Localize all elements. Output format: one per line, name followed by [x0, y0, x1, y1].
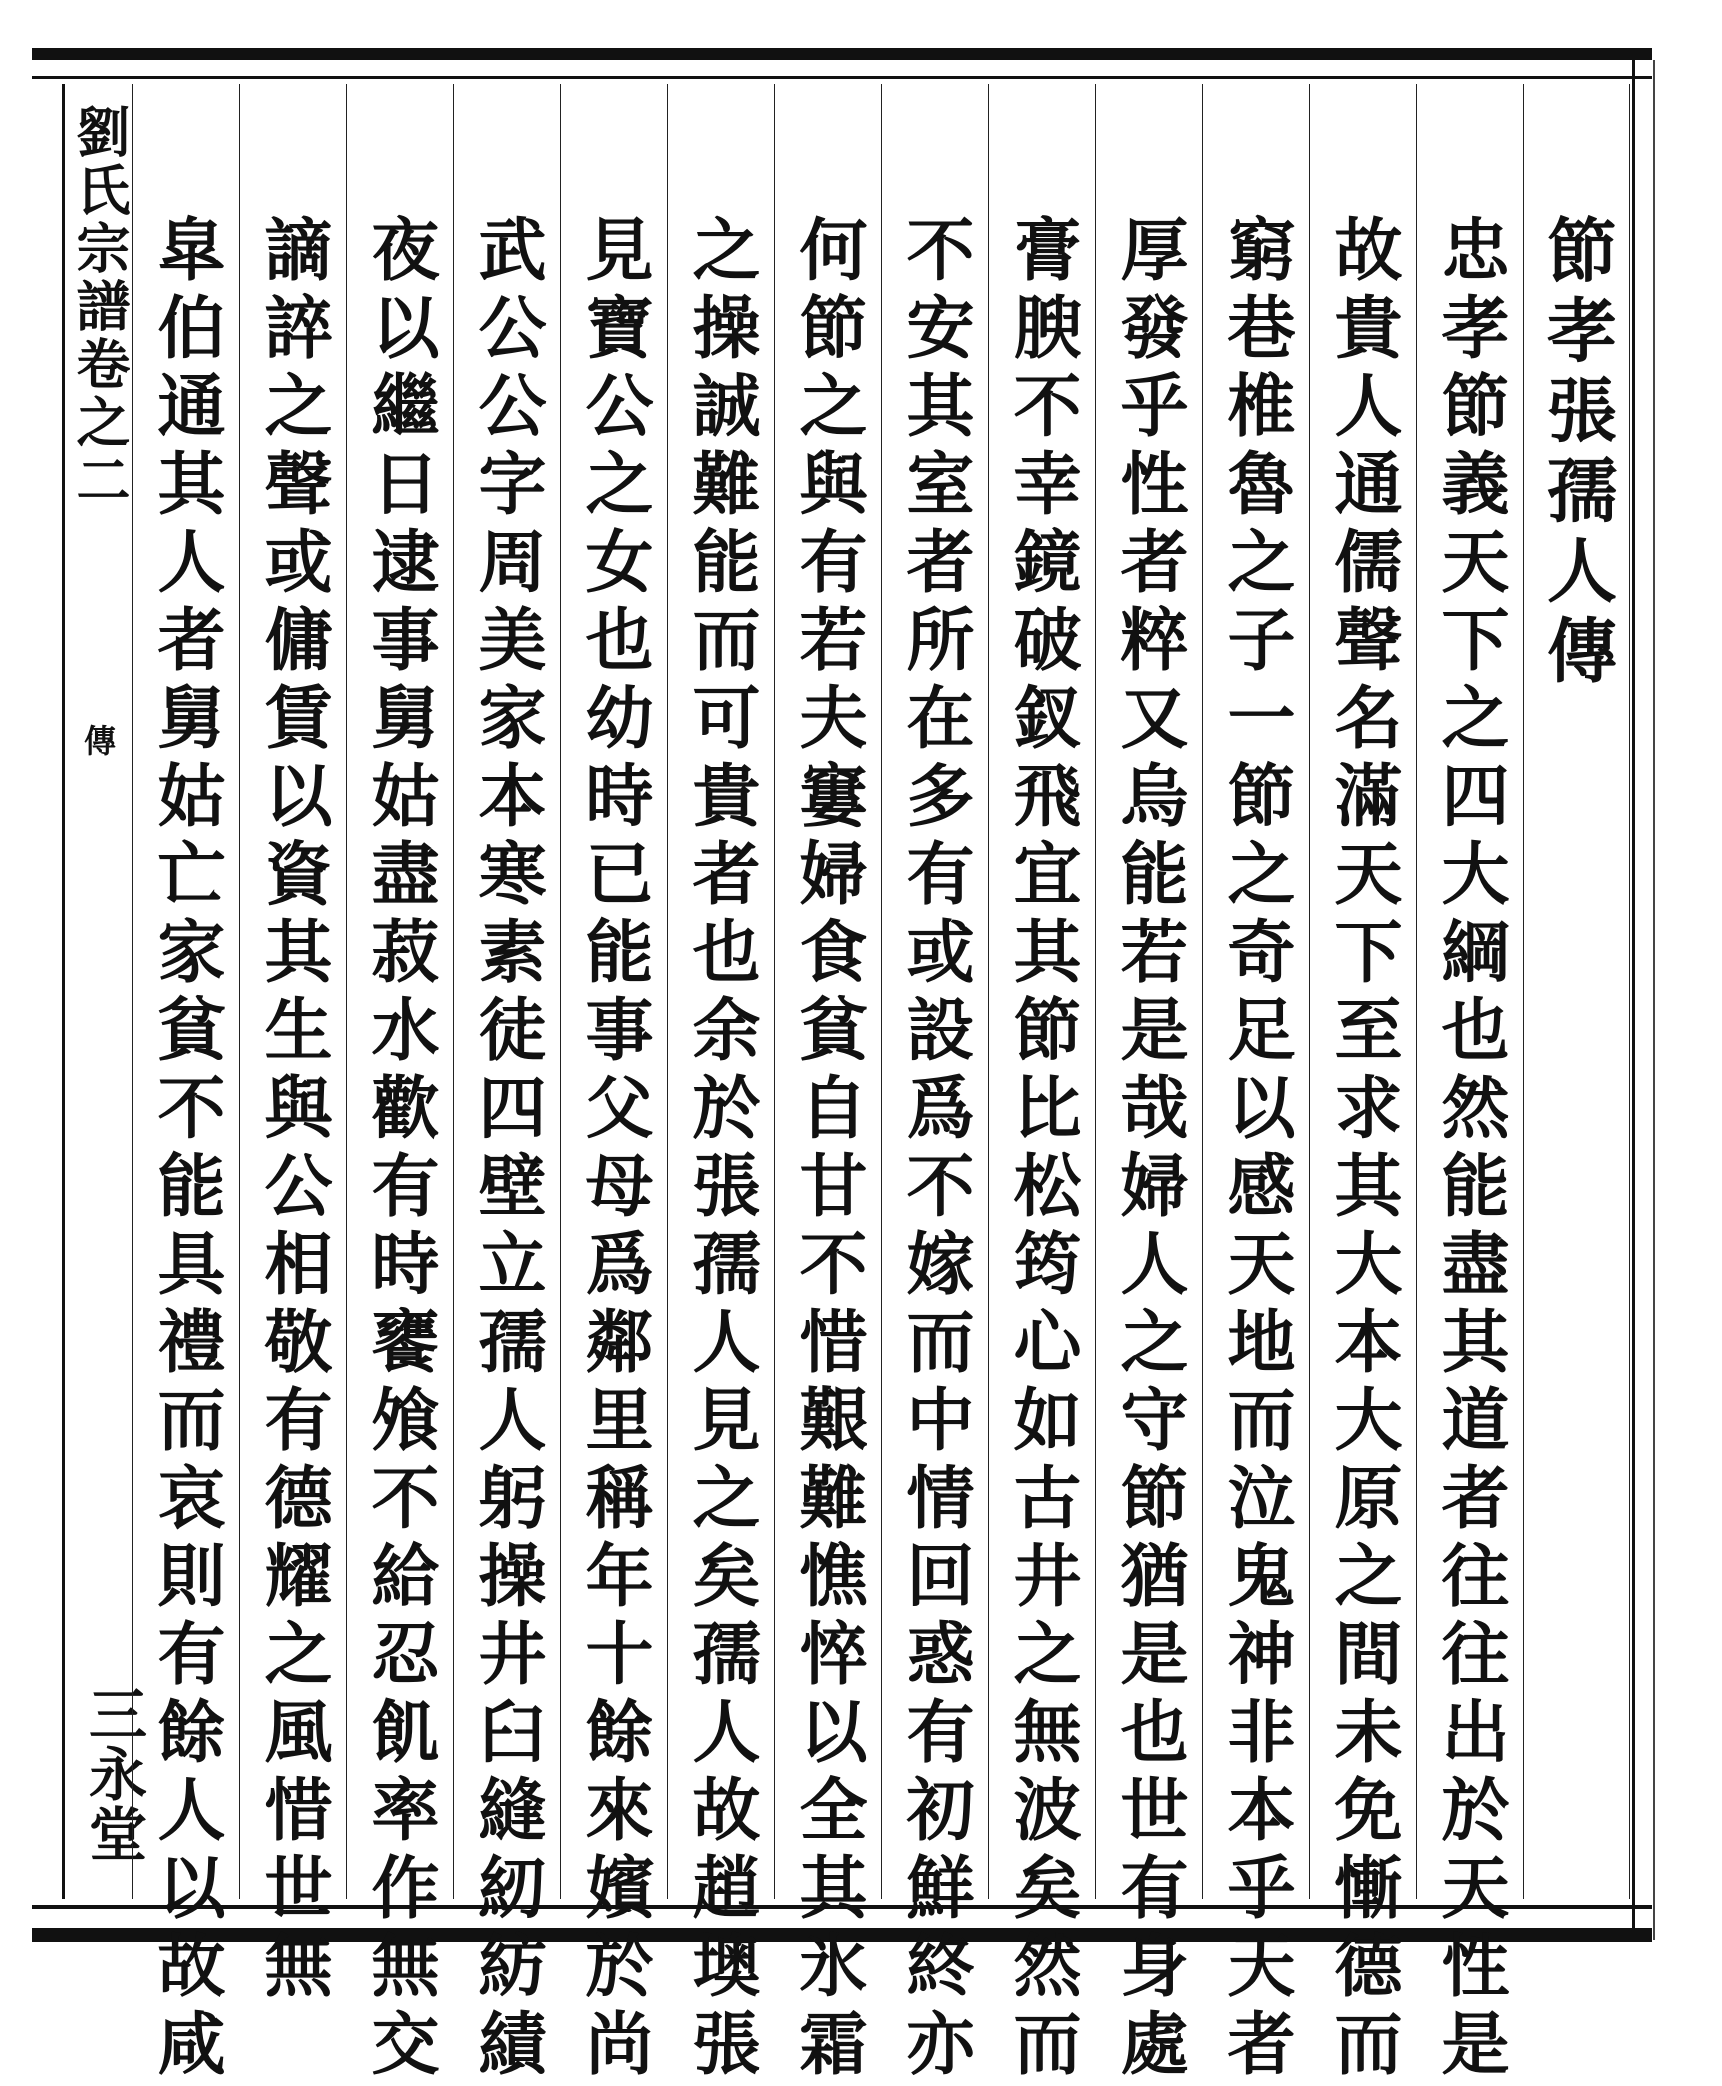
column-text: 節孝張孺人傳 — [1535, 214, 1619, 694]
column-text: 見寶公之女也幼時已能事父母爲鄰里稱年十餘來嬪於尚 — [574, 214, 654, 2086]
section-label: 傳 — [79, 724, 117, 756]
text-column — [881, 84, 988, 2086]
text-column — [1095, 84, 1202, 2086]
column-text: 謫誶之聲或傭賃以資其生與公相敬有德耀之風惜世無 — [253, 214, 333, 2008]
text-column — [667, 84, 774, 2086]
column-text: 忠孝節義天下之四大綱也然能盡其道者往往出於天性是 — [1430, 214, 1510, 2086]
column-text: 故貴人通儒聲名滿天下至求其大本大原之間未免慚德而 — [1323, 214, 1403, 2086]
column-text: 皐伯通其人者舅姑亡家貧不能具禮而哀則有餘人以故咸 — [146, 214, 226, 2086]
text-column — [1309, 84, 1416, 2086]
column-text: 膏腴不幸鏡破釵飛宜其節比松筠心如古井之無波矣然而 — [1002, 214, 1082, 2086]
text-column — [560, 84, 667, 2086]
column-text: 不安其室者所在多有或設爲不嫁而中情回惑有初鮮終亦 — [895, 214, 975, 2086]
column-text: 武公公字周美家本寒素徒四壁立孺人躬操井臼縫紉紡績 — [467, 214, 547, 2086]
text-column-title — [1523, 84, 1630, 1899]
text-column — [453, 84, 560, 2086]
column-text: 何節之與有若夫窶婦食貧自甘不惜艱難憔悴以全其氷霜 — [788, 214, 868, 2086]
text-column — [346, 84, 453, 2086]
text-column — [774, 84, 881, 2086]
frame-top-inner-rule — [32, 76, 1652, 79]
text-column — [1416, 84, 1523, 2086]
text-column — [239, 84, 346, 2008]
block-heart-margin — [62, 84, 147, 1899]
text-column — [988, 84, 1095, 2086]
text-column — [132, 84, 239, 2086]
page — [32, 0, 1662, 2086]
hall-name: 三永堂 — [79, 1684, 147, 1864]
column-text: 窮巷椎魯之子一節之奇足以感天地而泣鬼神非本乎天者 — [1216, 214, 1296, 2086]
frame-right-edge — [1632, 60, 1655, 1940]
column-text: 夜以繼日逮事舅姑盡菽水歡有時饔飧不給忍飢率作無交 — [360, 214, 440, 2086]
text-column — [1202, 84, 1309, 2086]
column-text: 之操誠難能而可貴者也余於張孺人見之矣孺人故趙墺張 — [681, 214, 761, 2086]
text-panel — [132, 84, 1630, 2086]
column-text: 厚發乎性者粹又烏能若是哉婦人之守節猶是也世有身處 — [1109, 214, 1189, 2086]
book-title: 劉氏宗譜卷之二 — [68, 104, 132, 510]
frame-top-rule — [32, 48, 1652, 60]
